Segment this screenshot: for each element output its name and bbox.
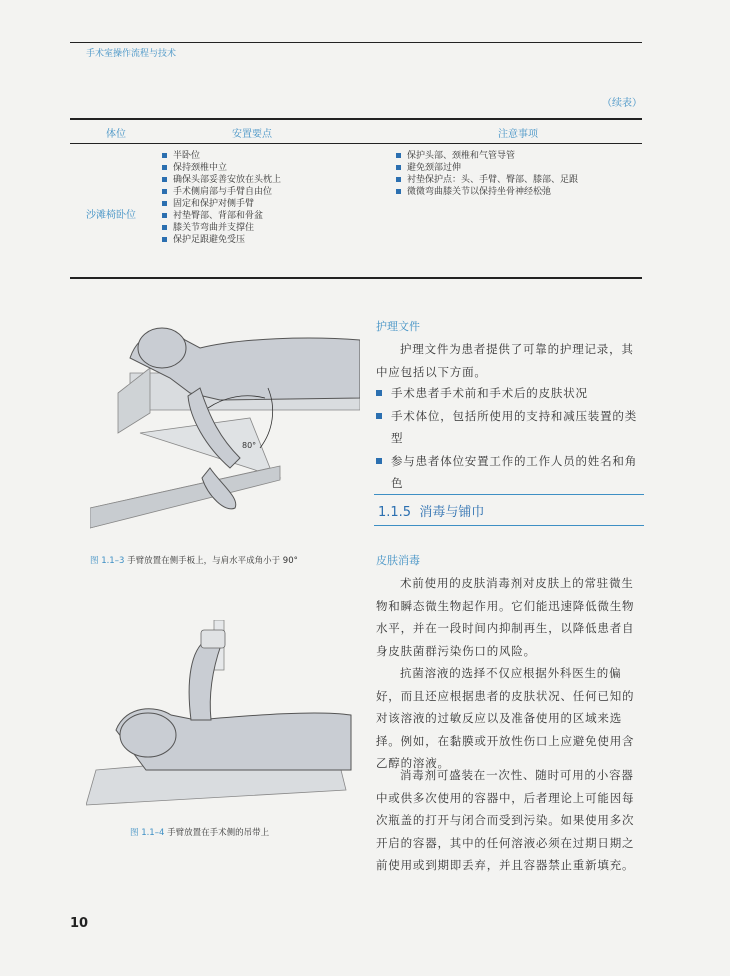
figure-arm-sling-illustration bbox=[86, 620, 356, 810]
running-title: 手术室操作流程与技术 bbox=[86, 49, 177, 59]
table-header-rule bbox=[70, 143, 642, 144]
list-item: 避免颈部过伸 bbox=[396, 162, 642, 174]
list-item: 保护足跟避免受压 bbox=[162, 234, 392, 246]
list-item: 手术患者手术前和手术后的皮肤状况 bbox=[376, 382, 642, 405]
page-number: 10 bbox=[70, 916, 89, 931]
list-item: 膝关节弯曲并支撑住 bbox=[162, 222, 392, 234]
points-list bbox=[162, 150, 392, 246]
list-item: 固定和保护对侧手臂 bbox=[162, 198, 392, 210]
list-item: 参与患者体位安置工作的工作人员的姓名和角色 bbox=[376, 450, 642, 495]
skin-heading: 皮肤消毒 bbox=[376, 554, 420, 567]
skin-paragraph-1: 术前使用的皮肤消毒剂对皮肤上的常驻微生物和瞬态微生物起作用。它们能迅速降低微生物水平，并在一段时间内抑制再生，以降低患者自身皮肤菌群污染伤口的风险。 bbox=[376, 576, 635, 658]
section-title: 1.1.5 消毒与铺巾 bbox=[378, 505, 485, 520]
section-heading-box bbox=[374, 494, 644, 526]
list-item: 保护头部、颈椎和气管导管 bbox=[396, 150, 642, 162]
figure1-caption bbox=[90, 554, 298, 566]
nursing-intro: 护理文件为患者提供了可靠的护理记录，其中应包括以下方面。 bbox=[376, 342, 634, 379]
list-item: 半卧位 bbox=[162, 150, 392, 162]
list-item: 手术侧肩部与手臂自由位 bbox=[162, 186, 392, 198]
table-header-notes: 注意事项 bbox=[498, 129, 538, 140]
skin-paragraph-3: 消毒剂可盛装在一次性、随时可用的小容器中或供多次使用的容器中，后者理论上可能因每次瓶盖的打开与闭合而受到污染。如果使用多次开启的容器，其中的任何溶液必须在过期日期之前使用或到期即丢弃，并且容器禁止重新填充。 bbox=[376, 768, 635, 872]
list-item: 衬垫保护点：头、手臂、臀部、膝部、足跟 bbox=[396, 174, 642, 186]
table-header-position: 体位 bbox=[106, 129, 126, 140]
list-item: 保持颈椎中立 bbox=[162, 162, 392, 174]
list-item: 确保头部妥善安放在头枕上 bbox=[162, 174, 392, 186]
table-header-points: 安置要点 bbox=[232, 129, 272, 140]
list-item: 衬垫臀部、背部和骨盆 bbox=[162, 210, 392, 222]
figure2-caption bbox=[130, 826, 269, 838]
figure1-text: 手臂放置在侧手板上，与肩水平成角小于 90° bbox=[127, 556, 298, 566]
angle-label: 80° bbox=[242, 441, 257, 450]
notes-list bbox=[396, 150, 642, 198]
table-bottom-rule bbox=[70, 277, 642, 279]
figure2-text: 手臂放置在手术侧的吊带上 bbox=[167, 828, 270, 838]
figure2-number: 图 1.1–4 bbox=[130, 828, 165, 838]
table-top-rule bbox=[70, 118, 642, 120]
figure-arm-board-illustration bbox=[90, 318, 360, 540]
table-row-label: 沙滩椅卧位 bbox=[86, 210, 136, 221]
table-continued: （续表） bbox=[602, 98, 642, 109]
skin-paragraph-2: 抗菌溶液的选择不仅应根据外科医生的偏好，而且还应根据患者的皮肤状况、任何已知的对该溶液的过敏反应以及准备使用的区域来选择。例如，在黏膜或开放性伤口上应避免使用含乙醇的溶液。 bbox=[376, 666, 635, 770]
nursing-list bbox=[376, 382, 642, 495]
list-item: 微微弯曲膝关节以保持坐骨神经松弛 bbox=[396, 186, 642, 198]
nursing-heading: 护理文件 bbox=[376, 320, 420, 333]
header-rule bbox=[70, 42, 642, 43]
list-item: 手术体位，包括所使用的支持和减压装置的类型 bbox=[376, 405, 642, 450]
figure1-number: 图 1.1–3 bbox=[90, 556, 125, 566]
